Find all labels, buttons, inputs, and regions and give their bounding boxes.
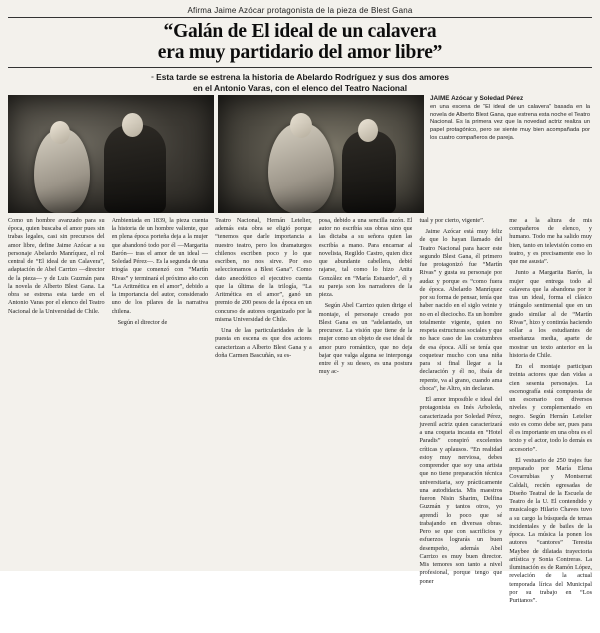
paragraph: El amor imposible e ideal del protagonista es Inés Arboleda, caracterizada por Soledad Pérez, juvenil actriz quien caracterizará a una coqueta incauta en “Hotel Paradis” conspiró excelentes críticas y aplausos. “En realidad estoy muy nerviosa, debes comprender que soy una artista que no tiene preparación técnica universitaria, soy prácticamente una autodidacta. Mis maestros fueron Nisin Sharim, Delfina Guzmán y tantos otros, yo aprendí lo poco que sé trabajando en diversas obras. Pero se que con sacrificios y esfuerzos lograrás un buen desempeño, además Abel Carrizo es muy buen director. Mis temores son tanto a nivel profesional, porque tengo que poner	[419, 396, 503, 585]
photo-scene-middle	[218, 95, 424, 213]
subheadline	[8, 72, 592, 94]
paragraph: En el montaje participan treinta actores que dan vidas a cien sesenta personajes. La escenografía está compuesta de un escenario con diversos niveles y complementado en negro. Según Hernán Letelier esto es como debe ser, pues para él es importante en una obra es el texto y el actor, todo lo demás es accesorio”.	[509, 363, 593, 453]
article-kicker: Afirma Jaime Azócar protagonista de la pieza de Blest Gana	[187, 6, 413, 15]
subheadline-line-1: Esta tarde se estrena la historia de Abelardo Rodríguez y sus dos amores	[156, 72, 450, 83]
headline-line-2: era muy partidario del amor libre”	[157, 42, 443, 64]
headline-container	[8, 17, 592, 68]
photo-scene-left	[8, 95, 214, 213]
paragraph: me a la altura de mis compañeros de elenco, y humano. Todo me ha salido muy bien, tanto en televisión como en teatro, y es precisamente eso lo que me asusta”.	[509, 216, 593, 266]
photo-vignette-left	[8, 95, 214, 213]
paragraph: Jaime Azócar está muy feliz de que lo hayan llamado del Teatro Nacional para hacer este segundo Blest Gana, él primero fue protagonizó fue “Martín Rivas” y gusta su personaje por audaz y porque es “como fuera de época. Abelardo Manríquez por su forma de pensar, tenía que haber nacido en el siglo veinte y no en el dieciocho. Es un hombre totalmente vigente, quien no respeta estructuras sociales y que no hace caso de las costumbres de esa época. Allí se tenía que coquetear mucho con una niña para si final llegar a la declaración y él no, ibaía de repente, va al grano, cuando ama choca”, he Altro, sin declaran.	[419, 228, 503, 392]
paragraph: Como un hombre avanzado para su época, quien buscaba el amor pues sin trabas legales, casi sin precursos del amor libre, define Jaime Azócar a su personaje Abelardo Manríquez, el rol central de “El ideal de un Calavera”, adaptación de Abel Carrizo —director de la pieza— y de Luis Guzmán para la novela de Alberto Blest Gana. La obra se estrena esta tarde en el Antonio Varas por el elenco del Teatro Nacional de la Universidad de Chile.	[8, 216, 105, 315]
subheadline-line-2: en el Antonio Varas, con el elenco del Teatro Nacional	[192, 83, 408, 94]
bullet-icon: ◦	[150, 72, 154, 82]
paragraph: Según el director de	[117, 318, 168, 326]
paragraph: Junto a Margarita Barón, la mujer que entrega todo al calavera que la abandona por ir tras un ideal, forma el clásico triángulo sentimental que en un grado similar al de “Martín Rivas”, hizo y continúa haciendo sollar a los estudiantes de enseñanza media, aparte de mostrar un texto anterior en la historia de Chile.	[509, 269, 593, 359]
headline-line-1: “Galán de El ideal de un calavera	[163, 21, 437, 42]
paragraph: posa, debido a una sencilla razón. El autor no escribía sus obras sino que las dictaba a su señora quien las escribía a mano. Para encarnar al novelista, Regildo Castro, quien dice que abundante cabellera, debió rajarse, tal como lo hizo Anita González en “María Estuardo”, él y su pareja son los narradores de la pieza.	[318, 216, 413, 299]
photo-caption	[428, 95, 590, 213]
photo-caption-text: en una escena de “El ideal de un calavera” basada en la novela de Alberto Blest Gana, que estrena esta noche el Teatro Nacional. Es la primera vez que la novedad actriz realiza un papel protagónico, pero se siente muy bien acompañada por los cuatro compañeros de pareja.	[430, 104, 590, 141]
photo-strip	[8, 95, 592, 213]
paragraph: Ambientada en 1839, la pieza cuenta la historia de un hombre valiente, que en plena época porteña deja a la mujer que abandonó todo por él —Margarita Barón— tras el amor de un ideal —Soledad Pérez—. Es la segunda de una triogía que comenzó con “Martín Rivas” y terminará el próximo año con “La Aritmética en el amor”, debido a la importancia del autor, considerado uno de los pilares de la narrativa chilena.	[111, 216, 209, 315]
paragraph: Una de las particularidades de la puesta en escena es que dos actores caracterizan a Alberto Blest Gana y a doña Carmen Bascuñán, su es-	[215, 327, 312, 359]
paragraph: El vestuario de 250 trajes fue preparado por María Elena Covarrubias y Montserrat Caldali, recién egresadas de Diseño Teatral de la Escuela de Teatro de la U. El contendido y musicalogo Hilario Chaves tuvo a su cargo la búsqueda de temas incidentales y de bailes de la época. La música la ponen los autores “cantores” Teresita Maybee de dilatada trayectoria artística y Sonia Contreras. La iluminación es de Ramón López, revelación de la actual temporada lírica del Municipal por su trabajo en “Los Puritanos”.	[509, 456, 593, 605]
paragraph: Según Abel Carrizo quien dirige el montaje, el personaje creado por Blest Gana es un “adelantado, un precursor. La visión que tiene de la mujer como un objeto de ese ideal de amor puro romántico, que no deja bajar que valga alguna se interponga entre él y su deseo, es una postura muy ac-	[318, 302, 413, 376]
paragraph: tual y por cierto, vigente”.	[419, 216, 485, 224]
paragraph: Teatro Nacional, Hernán Letelier, además esta obra se eligió porque “tenemos que darle importancia a nuestro teatro, pero los dramaturgos chilenos escriben poco y lo que escriben, no nos sirve. Por eso seleccionamos a Blest Gana”. Como dato anecdótico el ejecutivo cuenta que la última de la trilogía, “La Aritmética en el amor”, ganó un premio de 200 pesos de la época en un concurso de autores organizado por la misma Universidad de Chile.	[215, 216, 312, 323]
photo-caption-title: JAIME Azócar y Soledad Pérez	[430, 94, 524, 102]
photo-vignette-middle	[218, 95, 424, 213]
